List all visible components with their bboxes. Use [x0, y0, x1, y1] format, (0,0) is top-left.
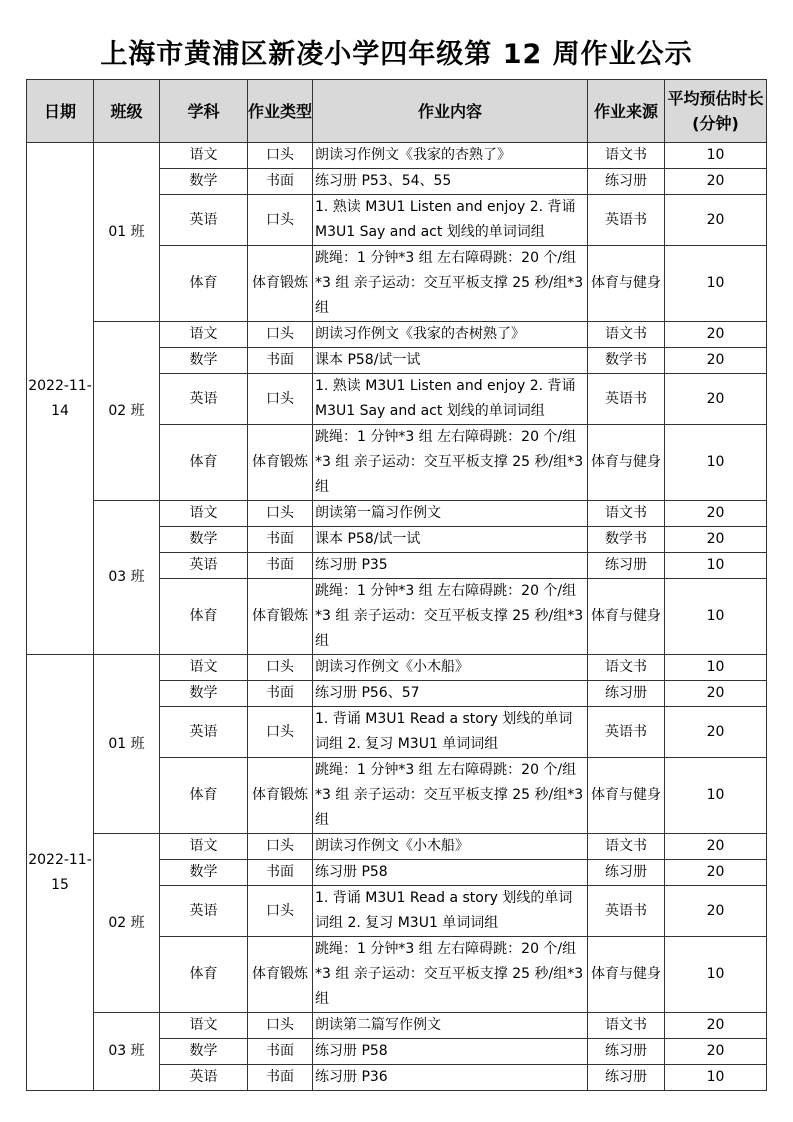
subject-cell: 英语 — [160, 374, 248, 425]
type-cell: 书面 — [248, 169, 313, 195]
table-row — [27, 834, 767, 860]
duration-cell: 20 — [665, 195, 767, 246]
type-cell: 体育锻炼 — [248, 246, 313, 322]
subject-cell: 数学 — [160, 169, 248, 195]
subject-cell: 语文 — [160, 834, 248, 860]
source-cell: 练习册 — [588, 553, 665, 579]
header-type: 作业类型 — [248, 80, 313, 143]
duration-cell: 10 — [665, 143, 767, 169]
subject-cell: 语文 — [160, 655, 248, 681]
type-cell: 口头 — [248, 143, 313, 169]
duration-cell: 20 — [665, 1039, 767, 1065]
source-cell: 体育与健身 — [588, 246, 665, 322]
subject-cell: 语文 — [160, 143, 248, 169]
content-cell: 跳绳：1 分钟*3 组 左右障碍跳：20 个/组*3 组 亲子运动：交互平板支撑 25 秒/组*3 组 — [313, 425, 588, 501]
table-row — [27, 655, 767, 681]
source-cell: 英语书 — [588, 707, 665, 758]
table-row — [27, 322, 767, 348]
type-cell: 体育锻炼 — [248, 579, 313, 655]
header-source: 作业来源 — [588, 80, 665, 143]
duration-cell: 10 — [665, 758, 767, 834]
type-cell: 体育锻炼 — [248, 758, 313, 834]
content-cell: 跳绳：1 分钟*3 组 左右障碍跳：20 个/组*3 组 亲子运动：交互平板支撑 25 秒/组*3 组 — [313, 937, 588, 1013]
header-subject: 学科 — [160, 80, 248, 143]
subject-cell: 体育 — [160, 937, 248, 1013]
type-cell: 书面 — [248, 348, 313, 374]
type-cell: 书面 — [248, 1039, 313, 1065]
content-cell: 朗读习作例文《我家的杏树熟了》 — [313, 322, 588, 348]
content-cell: 课本 P58/试一试 — [313, 348, 588, 374]
duration-cell: 20 — [665, 169, 767, 195]
type-cell: 书面 — [248, 1065, 313, 1091]
duration-cell: 10 — [665, 425, 767, 501]
content-cell: 朗读习作例文《小木船》 — [313, 834, 588, 860]
source-cell: 英语书 — [588, 374, 665, 425]
type-cell: 书面 — [248, 527, 313, 553]
content-cell: 1. 熟读 M3U1 Listen and enjoy 2. 背诵 M3U1 Say and act 划线的单词词组 — [313, 374, 588, 425]
duration-cell: 20 — [665, 681, 767, 707]
date-cell: 2022-11-14 — [27, 143, 94, 655]
source-cell: 数学书 — [588, 348, 665, 374]
page-title: 上海市黄浦区新凌小学四年级第 12 周作业公示 — [100, 39, 693, 70]
source-cell: 语文书 — [588, 1013, 665, 1039]
duration-cell: 20 — [665, 1013, 767, 1039]
content-cell: 朗读习作例文《我家的杏熟了》 — [313, 143, 588, 169]
class-cell: 03 班 — [94, 1013, 160, 1091]
class-cell: 01 班 — [94, 143, 160, 322]
content-cell: 跳绳：1 分钟*3 组 左右障碍跳：20 个/组*3 组 亲子运动：交互平板支撑 25 秒/组*3 组 — [313, 579, 588, 655]
content-cell: 练习册 P58 — [313, 860, 588, 886]
type-cell: 书面 — [248, 860, 313, 886]
duration-cell: 20 — [665, 707, 767, 758]
content-cell: 练习册 P36 — [313, 1065, 588, 1091]
source-cell: 语文书 — [588, 655, 665, 681]
type-cell: 口头 — [248, 655, 313, 681]
source-cell: 语文书 — [588, 143, 665, 169]
type-cell: 体育锻炼 — [248, 425, 313, 501]
subject-cell: 语文 — [160, 322, 248, 348]
duration-cell: 10 — [665, 579, 767, 655]
duration-cell: 10 — [665, 553, 767, 579]
type-cell: 口头 — [248, 374, 313, 425]
table-header-row — [27, 80, 767, 143]
homework-table — [26, 79, 767, 1091]
type-cell: 口头 — [248, 707, 313, 758]
subject-cell: 语文 — [160, 1013, 248, 1039]
duration-cell: 20 — [665, 860, 767, 886]
header-duration: 平均预估时长(分钟) — [665, 80, 767, 143]
subject-cell: 体育 — [160, 579, 248, 655]
type-cell: 口头 — [248, 322, 313, 348]
header-content: 作业内容 — [313, 80, 588, 143]
subject-cell: 英语 — [160, 195, 248, 246]
content-cell: 练习册 P35 — [313, 553, 588, 579]
type-cell: 口头 — [248, 195, 313, 246]
subject-cell: 英语 — [160, 553, 248, 579]
source-cell: 练习册 — [588, 860, 665, 886]
source-cell: 语文书 — [588, 322, 665, 348]
class-cell: 02 班 — [94, 322, 160, 501]
content-cell: 1. 背诵 M3U1 Read a story 划线的单词词组 2. 复习 M3U1 单词词组 — [313, 886, 588, 937]
duration-cell: 10 — [665, 246, 767, 322]
duration-cell: 20 — [665, 322, 767, 348]
subject-cell: 英语 — [160, 1065, 248, 1091]
source-cell: 英语书 — [588, 886, 665, 937]
duration-cell: 20 — [665, 348, 767, 374]
source-cell: 数学书 — [588, 527, 665, 553]
content-cell: 课本 P58/试一试 — [313, 527, 588, 553]
type-cell: 口头 — [248, 834, 313, 860]
content-cell: 跳绳：1 分钟*3 组 左右障碍跳：20 个/组*3 组 亲子运动：交互平板支撑 25 秒/组*3 组 — [313, 246, 588, 322]
subject-cell: 数学 — [160, 681, 248, 707]
content-cell: 跳绳：1 分钟*3 组 左右障碍跳：20 个/组*3 组 亲子运动：交互平板支撑 25 秒/组*3 组 — [313, 758, 588, 834]
table-row — [27, 501, 767, 527]
content-cell: 朗读第一篇习作例文 — [313, 501, 588, 527]
source-cell: 练习册 — [588, 169, 665, 195]
content-cell: 1. 熟读 M3U1 Listen and enjoy 2. 背诵 M3U1 Say and act 划线的单词词组 — [313, 195, 588, 246]
source-cell: 英语书 — [588, 195, 665, 246]
source-cell: 练习册 — [588, 1065, 665, 1091]
source-cell: 练习册 — [588, 1039, 665, 1065]
source-cell: 体育与健身 — [588, 937, 665, 1013]
duration-cell: 20 — [665, 374, 767, 425]
type-cell: 书面 — [248, 681, 313, 707]
subject-cell: 数学 — [160, 860, 248, 886]
type-cell: 体育锻炼 — [248, 937, 313, 1013]
source-cell: 语文书 — [588, 834, 665, 860]
type-cell: 口头 — [248, 886, 313, 937]
date-cell: 2022-11-15 — [27, 655, 94, 1091]
table-row — [27, 1013, 767, 1039]
source-cell: 体育与健身 — [588, 425, 665, 501]
header-class: 班级 — [94, 80, 160, 143]
subject-cell: 语文 — [160, 501, 248, 527]
content-cell: 朗读第二篇写作例文 — [313, 1013, 588, 1039]
subject-cell: 英语 — [160, 707, 248, 758]
type-cell: 口头 — [248, 501, 313, 527]
content-cell: 朗读习作例文《小木船》 — [313, 655, 588, 681]
subject-cell: 数学 — [160, 1039, 248, 1065]
duration-cell: 10 — [665, 937, 767, 1013]
table-body — [27, 143, 767, 1091]
duration-cell: 20 — [665, 501, 767, 527]
subject-cell: 数学 — [160, 527, 248, 553]
subject-cell: 体育 — [160, 758, 248, 834]
duration-cell: 20 — [665, 527, 767, 553]
subject-cell: 体育 — [160, 246, 248, 322]
content-cell: 练习册 P58 — [313, 1039, 588, 1065]
duration-cell: 20 — [665, 886, 767, 937]
subject-cell: 数学 — [160, 348, 248, 374]
table-row — [27, 143, 767, 169]
source-cell: 体育与健身 — [588, 758, 665, 834]
type-cell: 口头 — [248, 1013, 313, 1039]
content-cell: 1. 背诵 M3U1 Read a story 划线的单词词组 2. 复习 M3U1 单词词组 — [313, 707, 588, 758]
class-cell: 03 班 — [94, 501, 160, 655]
duration-cell: 20 — [665, 834, 767, 860]
class-cell: 01 班 — [94, 655, 160, 834]
content-cell: 练习册 P53、54、55 — [313, 169, 588, 195]
source-cell: 练习册 — [588, 681, 665, 707]
source-cell: 体育与健身 — [588, 579, 665, 655]
class-cell: 02 班 — [94, 834, 160, 1013]
header-date: 日期 — [27, 80, 94, 143]
subject-cell: 英语 — [160, 886, 248, 937]
subject-cell: 体育 — [160, 425, 248, 501]
type-cell: 书面 — [248, 553, 313, 579]
duration-cell: 10 — [665, 655, 767, 681]
duration-cell: 10 — [665, 1065, 767, 1091]
content-cell: 练习册 P56、57 — [313, 681, 588, 707]
source-cell: 语文书 — [588, 501, 665, 527]
